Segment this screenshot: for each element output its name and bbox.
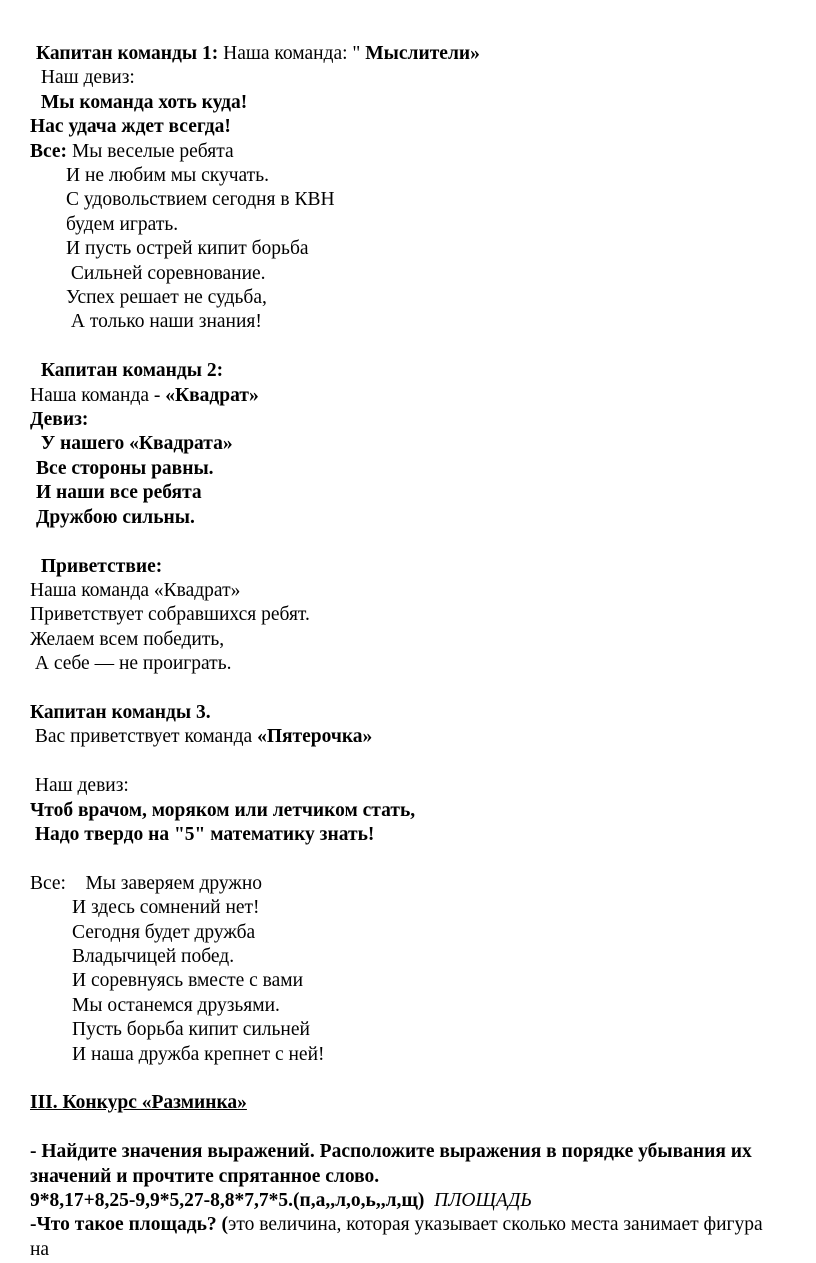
text-line [30, 262, 768, 286]
text-line [30, 1213, 768, 1262]
text-run: Чтоб врачом, моряком или летчиком стать, [30, 799, 416, 821]
text-run: «Квадрат» [165, 384, 259, 406]
text-line [30, 1091, 768, 1115]
text-line [30, 945, 768, 969]
text-run: Пусть борьба кипит сильней [72, 1019, 310, 1041]
text-line [30, 872, 768, 896]
text-run: А только наши знания! [66, 311, 262, 333]
text-line [30, 164, 768, 188]
text-run: И наши все ребята [36, 482, 202, 504]
text-run: III. Конкурс «Разминка» [30, 1092, 247, 1114]
text-run: -Что такое площадь? ( [30, 1214, 229, 1236]
text-run: Желаем всем победить, [30, 628, 225, 650]
text-line [30, 310, 768, 334]
text-run: И соревнуясь вместе с вами [72, 970, 304, 992]
text-run: значений и прочтите спрятанное слово. [30, 1165, 380, 1187]
text-line [30, 115, 768, 139]
text-run: И пусть острей кипит борьба [66, 238, 309, 260]
blank-line [30, 530, 768, 554]
text-run: Капитан команды 1: [36, 43, 224, 64]
text-run: Нас удача ждет всегда! [30, 116, 231, 138]
text-line [30, 384, 768, 408]
text-run: будем играть. [66, 213, 179, 235]
document-body [30, 42, 768, 1262]
text-run: И здесь сомнений нет! [72, 897, 260, 919]
blank-line [30, 1067, 768, 1091]
text-run: Наш девиз: [36, 67, 135, 89]
text-line [30, 506, 768, 530]
text-line [30, 66, 768, 90]
text-run: Сегодня будет дружба [72, 921, 256, 943]
blank-line [30, 1116, 768, 1140]
text-run: Приветствует собравшихся ребят. [30, 604, 310, 626]
text-run: Вас приветствует команда [30, 726, 258, 748]
text-run: С удовольствием сегодня в КВН [66, 189, 335, 211]
text-line [30, 457, 768, 481]
text-run: ПЛОЩАДЬ [424, 1189, 532, 1211]
text-line [30, 652, 768, 676]
text-run: Мы команда хоть куда! [36, 91, 248, 113]
text-run: Успех решает не судьба, [66, 287, 267, 309]
text-line [30, 896, 768, 920]
text-run: Капитан команды 3. [30, 701, 211, 723]
text-line [30, 628, 768, 652]
blank-line [30, 847, 768, 871]
text-run: Мы останемся друзьями. [72, 994, 280, 1016]
text-run: Владычицей побед. [72, 945, 235, 967]
text-line [30, 1189, 768, 1213]
text-line [30, 91, 768, 115]
text-run: У нашего «Квадрата» [36, 433, 233, 455]
text-run: Все: Мы заверяем дружно [30, 872, 263, 894]
text-run: Наша команда: " [223, 43, 366, 64]
text-line [30, 579, 768, 603]
text-line [30, 432, 768, 456]
text-line [30, 286, 768, 310]
text-line [30, 359, 768, 383]
text-run: Наш девиз: [30, 775, 129, 797]
text-run: И не любим мы скучать. [66, 165, 269, 187]
text-line [30, 701, 768, 725]
text-run: Наша команда - [30, 384, 166, 406]
text-run: Мы веселые ребята [71, 140, 234, 162]
text-run: 9*8,17+8,25-9,9*5,27-8,8*7,7*5.(п,а,,л,о,ь,,л,щ) [30, 1189, 425, 1211]
text-line [30, 42, 768, 66]
text-line [30, 994, 768, 1018]
text-line [30, 774, 768, 798]
blank-line [30, 750, 768, 774]
text-run: Мыслители» [365, 43, 480, 64]
text-run: Девиз: [30, 409, 89, 431]
text-line [30, 725, 768, 749]
text-line [30, 213, 768, 237]
text-run: Все стороны равны. [36, 457, 214, 479]
text-run: Наша команда «Квадрат» [30, 579, 241, 601]
text-run: А себе — не проиграть. [30, 653, 232, 675]
text-run: это величина, которая указывает сколько места занимает фигура на [30, 1214, 768, 1260]
text-line [30, 1043, 768, 1067]
text-line [30, 188, 768, 212]
text-line [30, 140, 768, 164]
text-run: - Найдите значения выражений. Расположите выражения в порядке убывания их [30, 1141, 752, 1163]
text-line [30, 1140, 768, 1164]
text-run: «Пятерочка» [257, 726, 373, 748]
text-line [30, 555, 768, 579]
text-line [30, 921, 768, 945]
text-line [30, 603, 768, 627]
text-run: Надо твердо на "5" математику знать! [30, 823, 375, 845]
text-line [30, 408, 768, 432]
text-line [30, 481, 768, 505]
blank-line [30, 677, 768, 701]
text-line [30, 823, 768, 847]
text-run: И наша дружба крепнет с ней! [72, 1043, 325, 1065]
text-line [30, 1165, 768, 1189]
text-run: Приветствие: [36, 555, 163, 577]
text-run: Сильней соревнование. [66, 262, 266, 284]
text-line [30, 969, 768, 993]
text-line [30, 237, 768, 261]
blank-line [30, 335, 768, 359]
text-run: Дружбою сильны. [36, 506, 195, 528]
text-run: Капитан команды 2: [36, 360, 224, 382]
text-line [30, 799, 768, 823]
text-run: Все: [30, 140, 72, 162]
text-line [30, 1018, 768, 1042]
